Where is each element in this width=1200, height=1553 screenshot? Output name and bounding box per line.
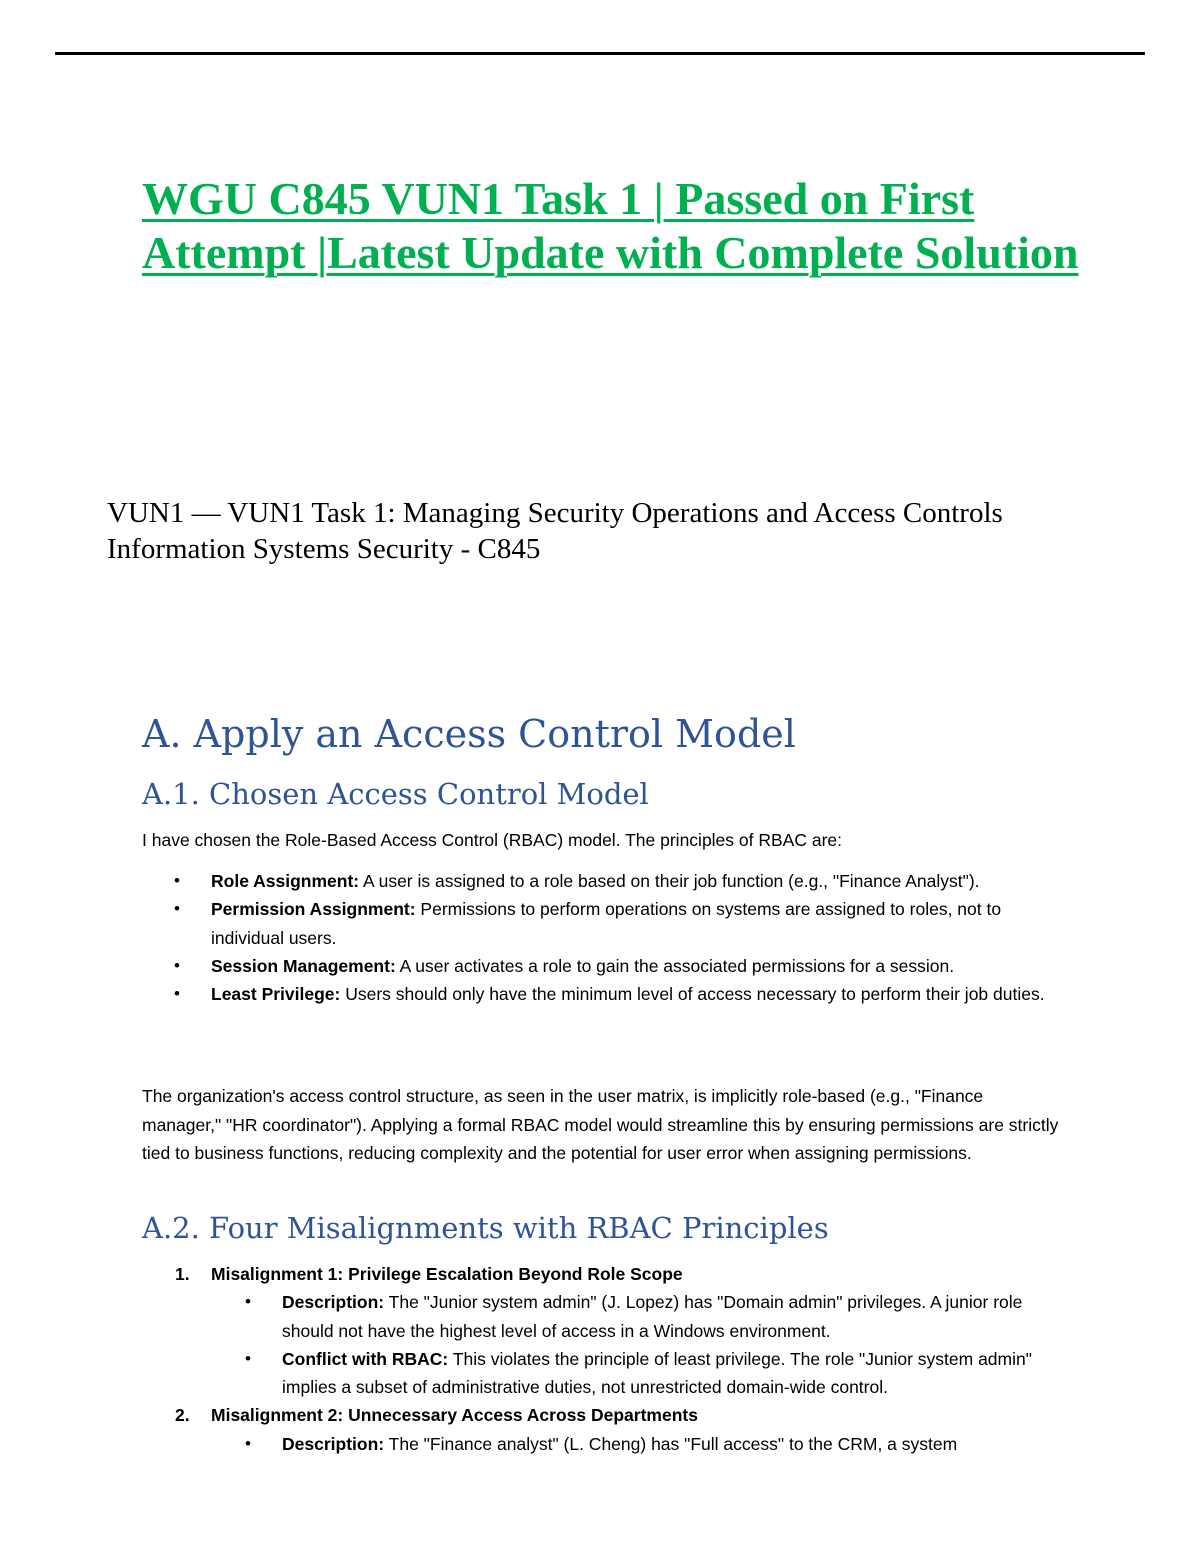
misalignment-title: Misalignment 2: Unnecessary Access Across Departments: [211, 1405, 698, 1426]
section-a1-heading: A.1. Chosen Access Control Model: [142, 777, 649, 811]
principle-term: Least Privilege:: [211, 984, 341, 1005]
principle-text: Users should only have the minimum level of access necessary to perform their job duties.: [340, 984, 1045, 1005]
principle-text: A user activates a role to gain the associated permissions for a session.: [395, 955, 955, 976]
principle-text: Permissions to perform operations on systems are assigned to roles, not to individual users.: [211, 899, 1002, 948]
item-number: 1.: [175, 1264, 190, 1284]
principle-term: Permission Assignment:: [211, 899, 416, 920]
misalignment-item: [175, 1401, 1051, 1458]
a1-paragraph: The organization's access control structure, as seen in the user matrix, is implicitly role-based (e.g., "Finance manager," "HR coordinator"). Applying a formal RBAC model would streamline this by ensuring permissions are strictly tied to business functions, reducing complexity and the potential for user error when assigning permissions.: [142, 1086, 1059, 1164]
list-item: [282, 1430, 1042, 1458]
subtitle-line-1: VUN1 — VUN1 Task 1: Managing Security Operations and Access Controls: [107, 497, 1003, 529]
principle-term: Session Management:: [211, 955, 396, 976]
list-item: [211, 980, 1051, 1008]
rbac-principles-list: [0, 867, 1051, 1008]
detail-text: The "Finance analyst" (L. Cheng) has "Full access" to the CRM, a system: [384, 1433, 958, 1454]
top-rule: [55, 52, 1145, 55]
detail-term: Conflict with RBAC:: [282, 1348, 449, 1369]
principle-term: Role Assignment:: [211, 871, 360, 891]
list-item: [211, 952, 1051, 980]
course-subtitle: [107, 495, 1167, 567]
list-item: [211, 867, 1051, 895]
document-title: WGU C845 VUN1 Task 1 | Passed on First Attempt |Latest Update with Complete Solution: [142, 173, 1079, 278]
detail-text: The "Junior system admin" (J. Lopez) has "Domain admin" privileges. A junior role should not have the highest level of access in a Windows environment.: [282, 1292, 1023, 1341]
detail-term: Description:: [282, 1292, 385, 1313]
detail-term: Description:: [282, 1433, 385, 1454]
misalignment-details: [211, 1430, 1051, 1458]
list-item: [282, 1288, 1042, 1345]
misalignment-title: Misalignment 1: Privilege Escalation Beyond Role Scope: [211, 1264, 683, 1284]
principle-text: A user is assigned to a role based on their job function (e.g., "Finance Analyst").: [359, 871, 980, 891]
section-a2-heading: A.2. Four Misalignments with RBAC Principles: [142, 1211, 829, 1245]
list-item: [211, 895, 1051, 952]
list-item: [282, 1345, 1042, 1402]
section-a-heading: A. Apply an Access Control Model: [142, 712, 796, 756]
misalignment-details: [211, 1288, 1051, 1401]
item-number: 2.: [175, 1405, 190, 1426]
misalignment-item: [175, 1260, 1051, 1401]
subtitle-line-2: Information Systems Security - C845: [107, 533, 541, 565]
misalignment-list: [0, 1260, 1051, 1458]
a1-intro: I have chosen the Role-Based Access Control (RBAC) model. The principles of RBAC are:: [142, 830, 842, 850]
detail-text: This violates the principle of least privilege. The role "Junior system admin" implies a subset of administrative duties, not unrestricted domain-wide control.: [282, 1348, 1032, 1398]
